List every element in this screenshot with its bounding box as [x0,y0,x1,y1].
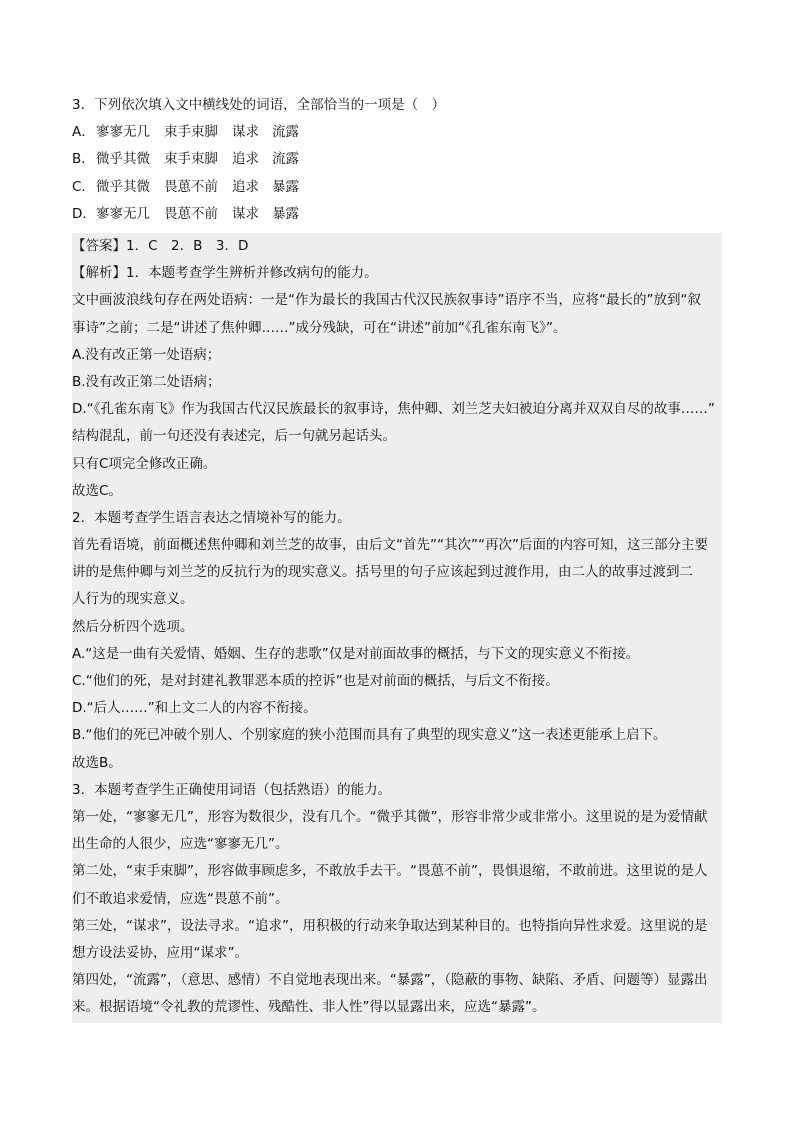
option-c [72,174,722,201]
answer-line: 【答案】1．C 2．B 3．D [72,238,249,254]
analysis-line: D.“《孔雀东南飞》作为我国古代汉民族最长的叙事诗，焦仲卿、刘兰芝夫妇被迫分离并双双自尽的故事……” [72,401,715,418]
analysis-line: 3．本题考查学生正确使用词语（包括熟语）的能力。 [72,781,392,798]
analysis-line: C.“他们的死，是对封建礼教罪恶本质的控诉”也是对前面的概括，与后文不衔接。 [72,673,559,689]
analysis-line: A.“这是一曲有关爱情、婚姻、生存的悲歌”仅是对前面故事的概括，与下文的现实意义不衔接。 [72,645,640,662]
option-word: 流露 [272,124,299,141]
analysis-line: 结构混乱，前一句还没有表述完，后一句就另起话头。 [72,428,396,445]
analysis-line: D.“后人……”和上文二人的内容不衔接。 [72,700,317,717]
option-word: 流露 [272,151,299,168]
option-b [72,146,722,173]
option-letter: D． [72,205,96,222]
option-word: 谋求 [232,205,259,222]
analysis-line: 故选B。 [72,754,122,771]
option-word: 谋求 [232,124,259,141]
analysis-line: 想方设法妥协，应用“谋求”。 [72,944,248,961]
analysis-line: 来。根据语境“令礼教的荒谬性、残酷性、非人性”得以显露出来，应选“暴露”。 [72,999,546,1016]
analysis-line: 故选C。 [72,482,122,499]
question-3 [72,92,722,228]
option-word: 畏葸不前 [164,178,218,195]
analysis-line: 2．本题考查学生语言表达之情境补写的能力。 [72,509,351,526]
analysis-line: 出生命的人很少，应选“寥寥无几”。 [72,836,289,853]
analysis-line: A.没有改正第一处语病； [72,346,221,363]
analysis-line: 【解析】1．本题考查学生辨析并修改病句的能力。 [72,265,378,282]
question-stem: 3．下列依次填入文中横线处的词语，全部恰当的一项是（ ） [72,97,446,113]
option-word: 束手束脚 [164,124,218,141]
analysis-line: B.“他们的死已冲破个别人、个别家庭的狭小范围而具有了典型的现实意义”这一表述更能承上启下。 [72,727,667,744]
option-word: 暴露 [272,205,299,222]
option-word: 微乎其微 [96,151,150,168]
option-word: 微乎其微 [96,178,150,195]
option-word: 暴露 [272,178,299,195]
analysis-line: 然后分析四个选项。 [72,618,194,635]
analysis-line: 文中画波浪线句存在两处语病：一是“作为最长的我国古代汉民族叙事诗”语序不当，应将“最长的”放到“叙 [72,292,701,309]
option-letter: A． [72,124,95,141]
option-letter: C． [72,178,95,195]
option-word: 束手束脚 [164,151,218,168]
analysis-line: 第二处，“束手束脚”，形容做事顾虑多，不敢放手去干。“畏葸不前”，畏惧退缩，不敢前进。这里说的是人 [72,863,708,880]
analysis-line: 事诗”之前；二是“讲述了焦仲卿……”成分残缺，可在“讲述”前加“《孔雀东南飞》”。 [72,319,567,336]
analysis-line: 只有C项完全修改正确。 [72,455,217,472]
answer-explanation-box [72,233,722,1023]
analysis-line: 第三处，“谋求”，设法寻求。“追求”，用积极的行动来争取达到某种目的。也特指向异性求爱。这里说的是 [72,917,708,934]
option-a [72,119,722,146]
analysis-line: 首先看语境，前面概述焦仲卿和刘兰芝的故事，由后文“首先”“其次”“再次”后面的内容可知，这三部分主要 [72,537,708,554]
analysis-line: 人行为的现实意义。 [72,591,194,608]
option-d [72,201,722,228]
analysis-line: B.没有改正第二处语病； [72,373,221,390]
option-word: 寥寥无几 [96,205,150,222]
analysis-line: 们不敢追求爱情，应选“畏葸不前”。 [72,890,289,907]
option-letter: B． [72,151,95,168]
analysis-line: 讲的是焦仲卿与刘兰芝的反抗行为的现实意义。括号里的句子应该起到过渡作用，由二人的故事过渡到二 [72,564,693,581]
analysis-line: 第一处，“寥寥无几”，形容为数很少，没有几个。“微乎其微”，形容非常少或非常小。这里说的是为爱情献 [72,808,708,825]
option-word: 畏葸不前 [164,205,218,222]
option-word: 追求 [232,151,259,168]
analysis-line: 第四处，“流露”，（意思、感情）不自觉地表现出来。“暴露”，（隐蔽的事物、缺陷、矛盾、问题等）显露出 [72,972,708,989]
option-word: 追求 [232,178,259,195]
option-word: 寥寥无几 [96,124,150,141]
